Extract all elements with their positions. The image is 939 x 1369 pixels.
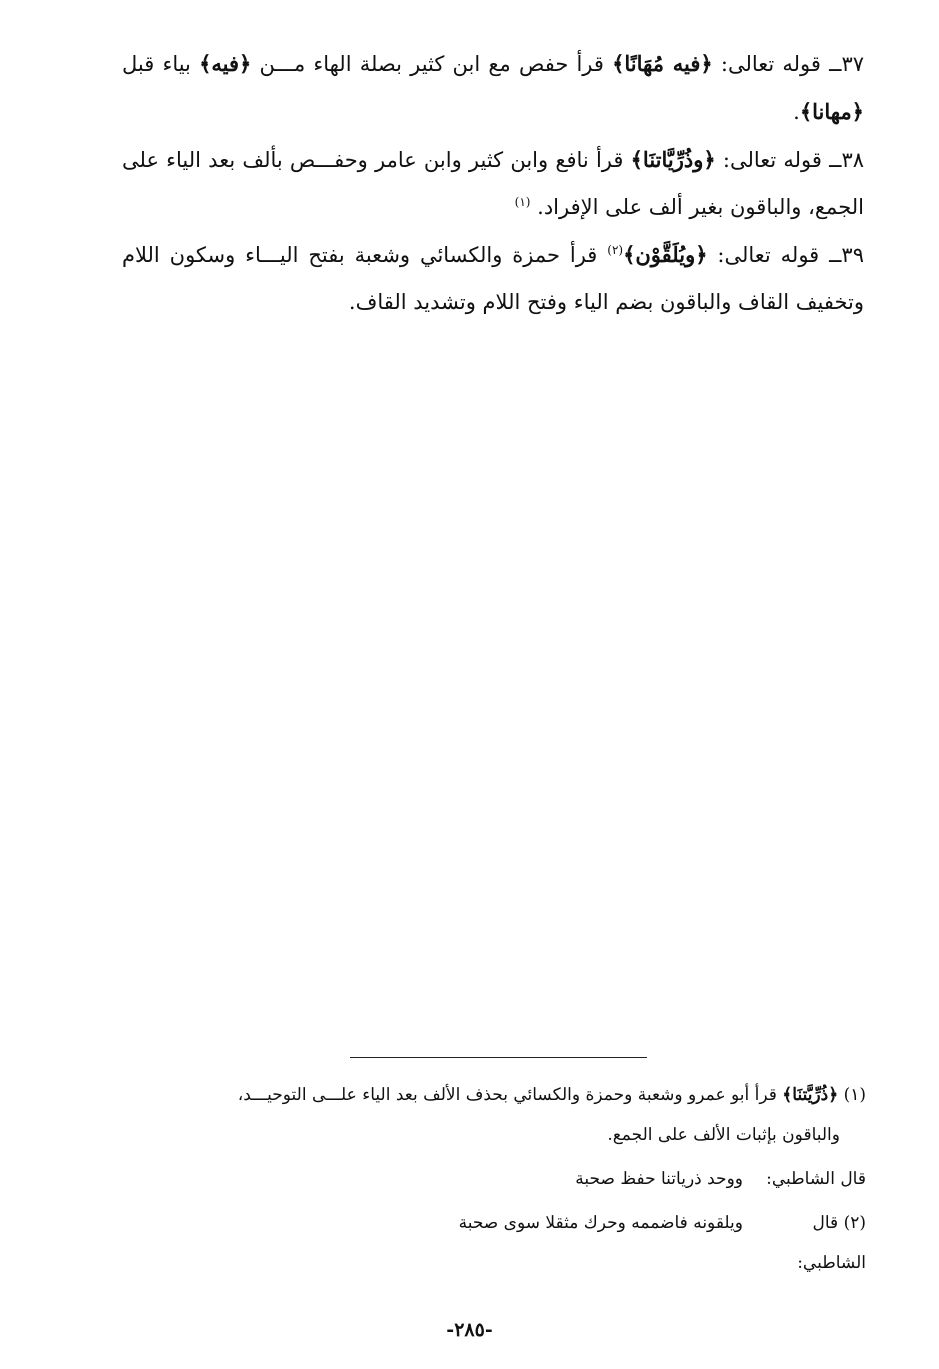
lead-phrase: قوله تعالى: xyxy=(717,243,820,267)
quran-quote: ﴿ويُلَقَّوْن﴾ xyxy=(623,242,708,267)
quran-quote: ﴿وذُرِّيَّاتنَا﴾ xyxy=(630,147,716,172)
quran-quote: ﴿فيه﴾ xyxy=(199,51,252,76)
footnotes xyxy=(124,1075,866,1287)
quran-quote: ﴿ذُرِّيَّتنَا﴾ xyxy=(782,1085,839,1105)
verse-attribution: (٢) قال الشاطبي: xyxy=(797,1213,866,1273)
footnote-1-continued: والباقون بإثبات الألف على الجمع. xyxy=(607,1125,840,1145)
verse-attribution: قال الشاطبي: xyxy=(766,1169,866,1189)
item-number: ٣٩ــ xyxy=(829,243,864,267)
footnote-ref: (١) xyxy=(514,195,531,209)
paragraph-37 xyxy=(122,40,864,136)
item-number: ٣٨ــ xyxy=(829,148,865,172)
footnote-2 xyxy=(124,1203,866,1283)
footnote-1-verse xyxy=(124,1159,866,1199)
quran-quote: ﴿فيه مُهَانًا﴾ xyxy=(612,51,713,76)
footnote-text: قرأ أبو عمرو وشعبة وحمزة والكسائي بحذف الألف بعد الياء علـــى التوحيـــد، xyxy=(237,1085,777,1105)
footnote-1 xyxy=(124,1075,866,1115)
paragraph-38 xyxy=(122,136,864,231)
paragraph-text: بياء قبل xyxy=(122,52,191,76)
verse-text: ويلقونه فاضممه وحرك مثقلا سوى صحبة xyxy=(458,1213,743,1233)
verse-text: ووحد ذرياتنا حفظ صحبة xyxy=(575,1169,743,1189)
item-number: ٣٧ــ xyxy=(829,52,864,76)
quran-quote: ﴿مهانا﴾ xyxy=(799,99,864,124)
footnote-ref: (٢) xyxy=(607,243,624,257)
period: . xyxy=(793,100,800,124)
paragraph-text: قرأ نافع وابن كثير وابن عامر وحفـــص بألف بعد الياء على الجمع، والباقون بغير ألف على الإفراد. xyxy=(122,148,864,219)
main-text xyxy=(122,40,864,326)
paragraph-text: قرأ حمزة والكسائي وشعبة بفتح اليـــاء وسكون اللام وتخفيف القاف والباقون بضم الياء وفتح اللام وتشديد القاف. xyxy=(122,243,864,314)
paragraph-39 xyxy=(122,231,864,326)
footnote-marker: (١) xyxy=(843,1085,866,1105)
lead-phrase: قوله تعالى: xyxy=(722,148,822,172)
lead-phrase: قوله تعالى: xyxy=(720,52,821,76)
page-number: -٢٨٥- xyxy=(446,1319,493,1341)
footnote-separator xyxy=(350,1057,647,1058)
paragraph-text: قرأ حفص مع ابن كثير بصلة الهاء مـــن xyxy=(259,52,604,76)
